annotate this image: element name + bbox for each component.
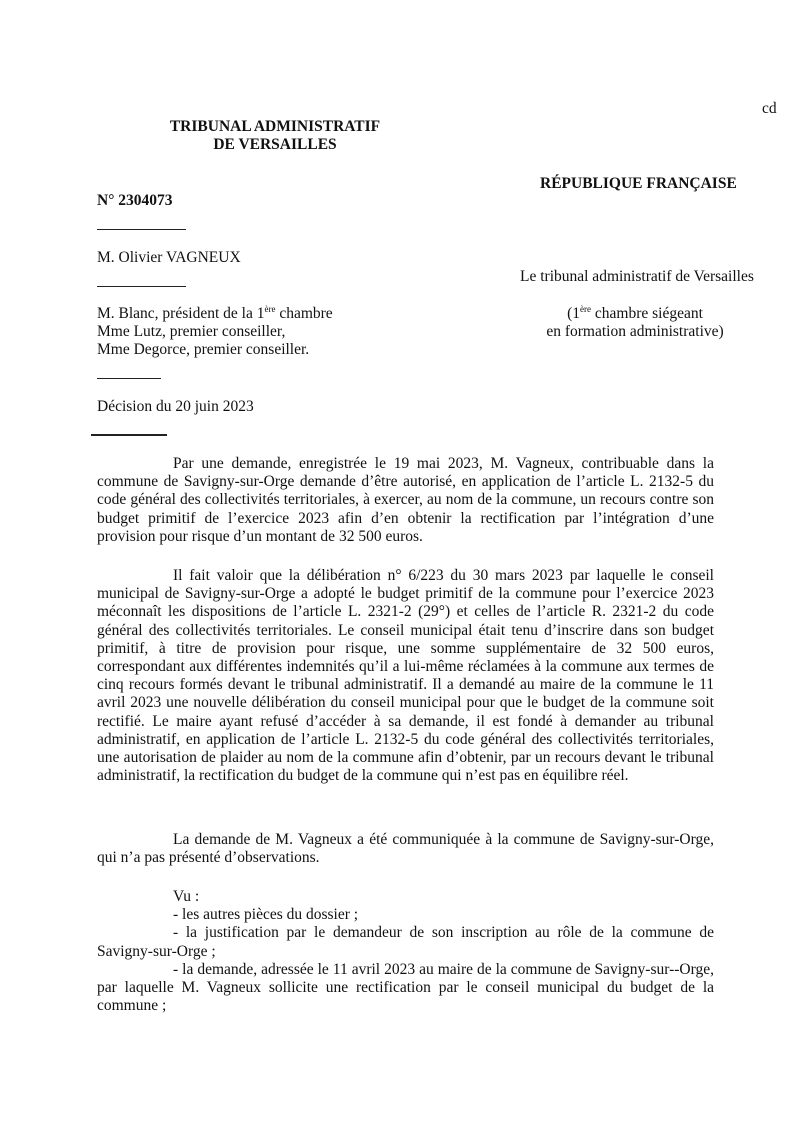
case-number: N° 2304073 bbox=[97, 192, 173, 209]
divider bbox=[97, 286, 186, 287]
judge-assessor-1: Mme Lutz, premier conseiller, bbox=[97, 323, 286, 340]
decision-date: Décision du 20 juin 2023 bbox=[97, 398, 254, 415]
visa-heading: Vu : bbox=[173, 888, 200, 905]
paragraph-1: Par une demande, enregistrée le 19 mai 2023, M. Vagneux, contribuable dans la commune de Savigny-sur-Orge demande d’être autorisé, en application de l’article L. 2132-5 du code général des collectivités territoriales, à exercer, au nom de la commune, un recours contre son budget primitif de l’exercice 2023 afin d’en obtenir la rectification par l’intégration d’une provision pour risque d’un montant de 32 500 euros. bbox=[97, 455, 714, 545]
chamber-line2: en formation administrative) bbox=[546, 323, 724, 340]
visa-item: - la justification par le demandeur de son inscription au rôle de la commune de Savigny-sur-Orge ; bbox=[97, 924, 714, 960]
visa-item: - la demande, adressée le 11 avril 2023 au maire de la commune de Savigny-sur--Orge, par laquelle M. Vagneux sollicite une rectification par le conseil municipal du budget de la commune ; bbox=[97, 960, 714, 1015]
party-name: M. Olivier VAGNEUX bbox=[97, 249, 241, 266]
court-name-line2: DE VERSAILLES bbox=[213, 136, 337, 153]
judge-president: M. Blanc, président de la 1ère chambre bbox=[97, 303, 333, 322]
republic-heading: RÉPUBLIQUE FRANÇAISE bbox=[540, 175, 737, 192]
divider bbox=[97, 229, 186, 230]
paragraph-2: Il fait valoir que la délibération n° 6/223 du 30 mars 2023 par laquelle le conseil municipal de Savigny-sur-Orge a adopté le budget primitif de la commune pour l’exercice 2023 méconnaît les dispositions de l’article L. 2321-2 (29°) et celles de l’article R. 2321-2 du code général des collectivités territoriales. Le conseil municipal était tenu d’inscrire dans son budget primitif, à titre de provision pour risque, une somme supplémentaire de 32 500 euros, correspondant aux différentes indemnités qu’il a lui-même réclamées à la commune aux termes de cinq recours formés devant le tribunal administratif. Il a demandé au maire de la commune le 11 avril 2023 une nouvelle délibération du conseil municipal pour que le budget de la commune soit rectifié. Le maire ayant refusé d’accéder à sa demande, il est fondé à demander au tribunal administratif, en application de l’article L. 2132-5 du code général des collectivités territoriales, une autorisation de plaider au nom de la commune afin d’obtenir, par un recours devant le tribunal administratif, la rectification du budget de la commune qui n’est pas en équilibre réel. bbox=[97, 567, 714, 785]
paragraph-3: La demande de M. Vagneux a été communiquée à la commune de Savigny-sur-Orge, qui n’a pas présenté d’observations. bbox=[97, 831, 714, 867]
divider bbox=[97, 378, 161, 379]
divider bbox=[91, 434, 167, 436]
chamber-line1: (1ère chambre siégeant bbox=[567, 303, 703, 322]
judge-assessor-2: Mme Degorce, premier conseiller. bbox=[97, 341, 310, 358]
visa-section bbox=[97, 888, 714, 1015]
court-name-line1: TRIBUNAL ADMINISTRATIF bbox=[169, 118, 381, 135]
corner-mark: cd bbox=[762, 100, 777, 117]
tribunal-label: Le tribunal administratif de Versailles bbox=[520, 268, 754, 285]
visa-item: - les autres pièces du dossier ; bbox=[173, 906, 359, 924]
